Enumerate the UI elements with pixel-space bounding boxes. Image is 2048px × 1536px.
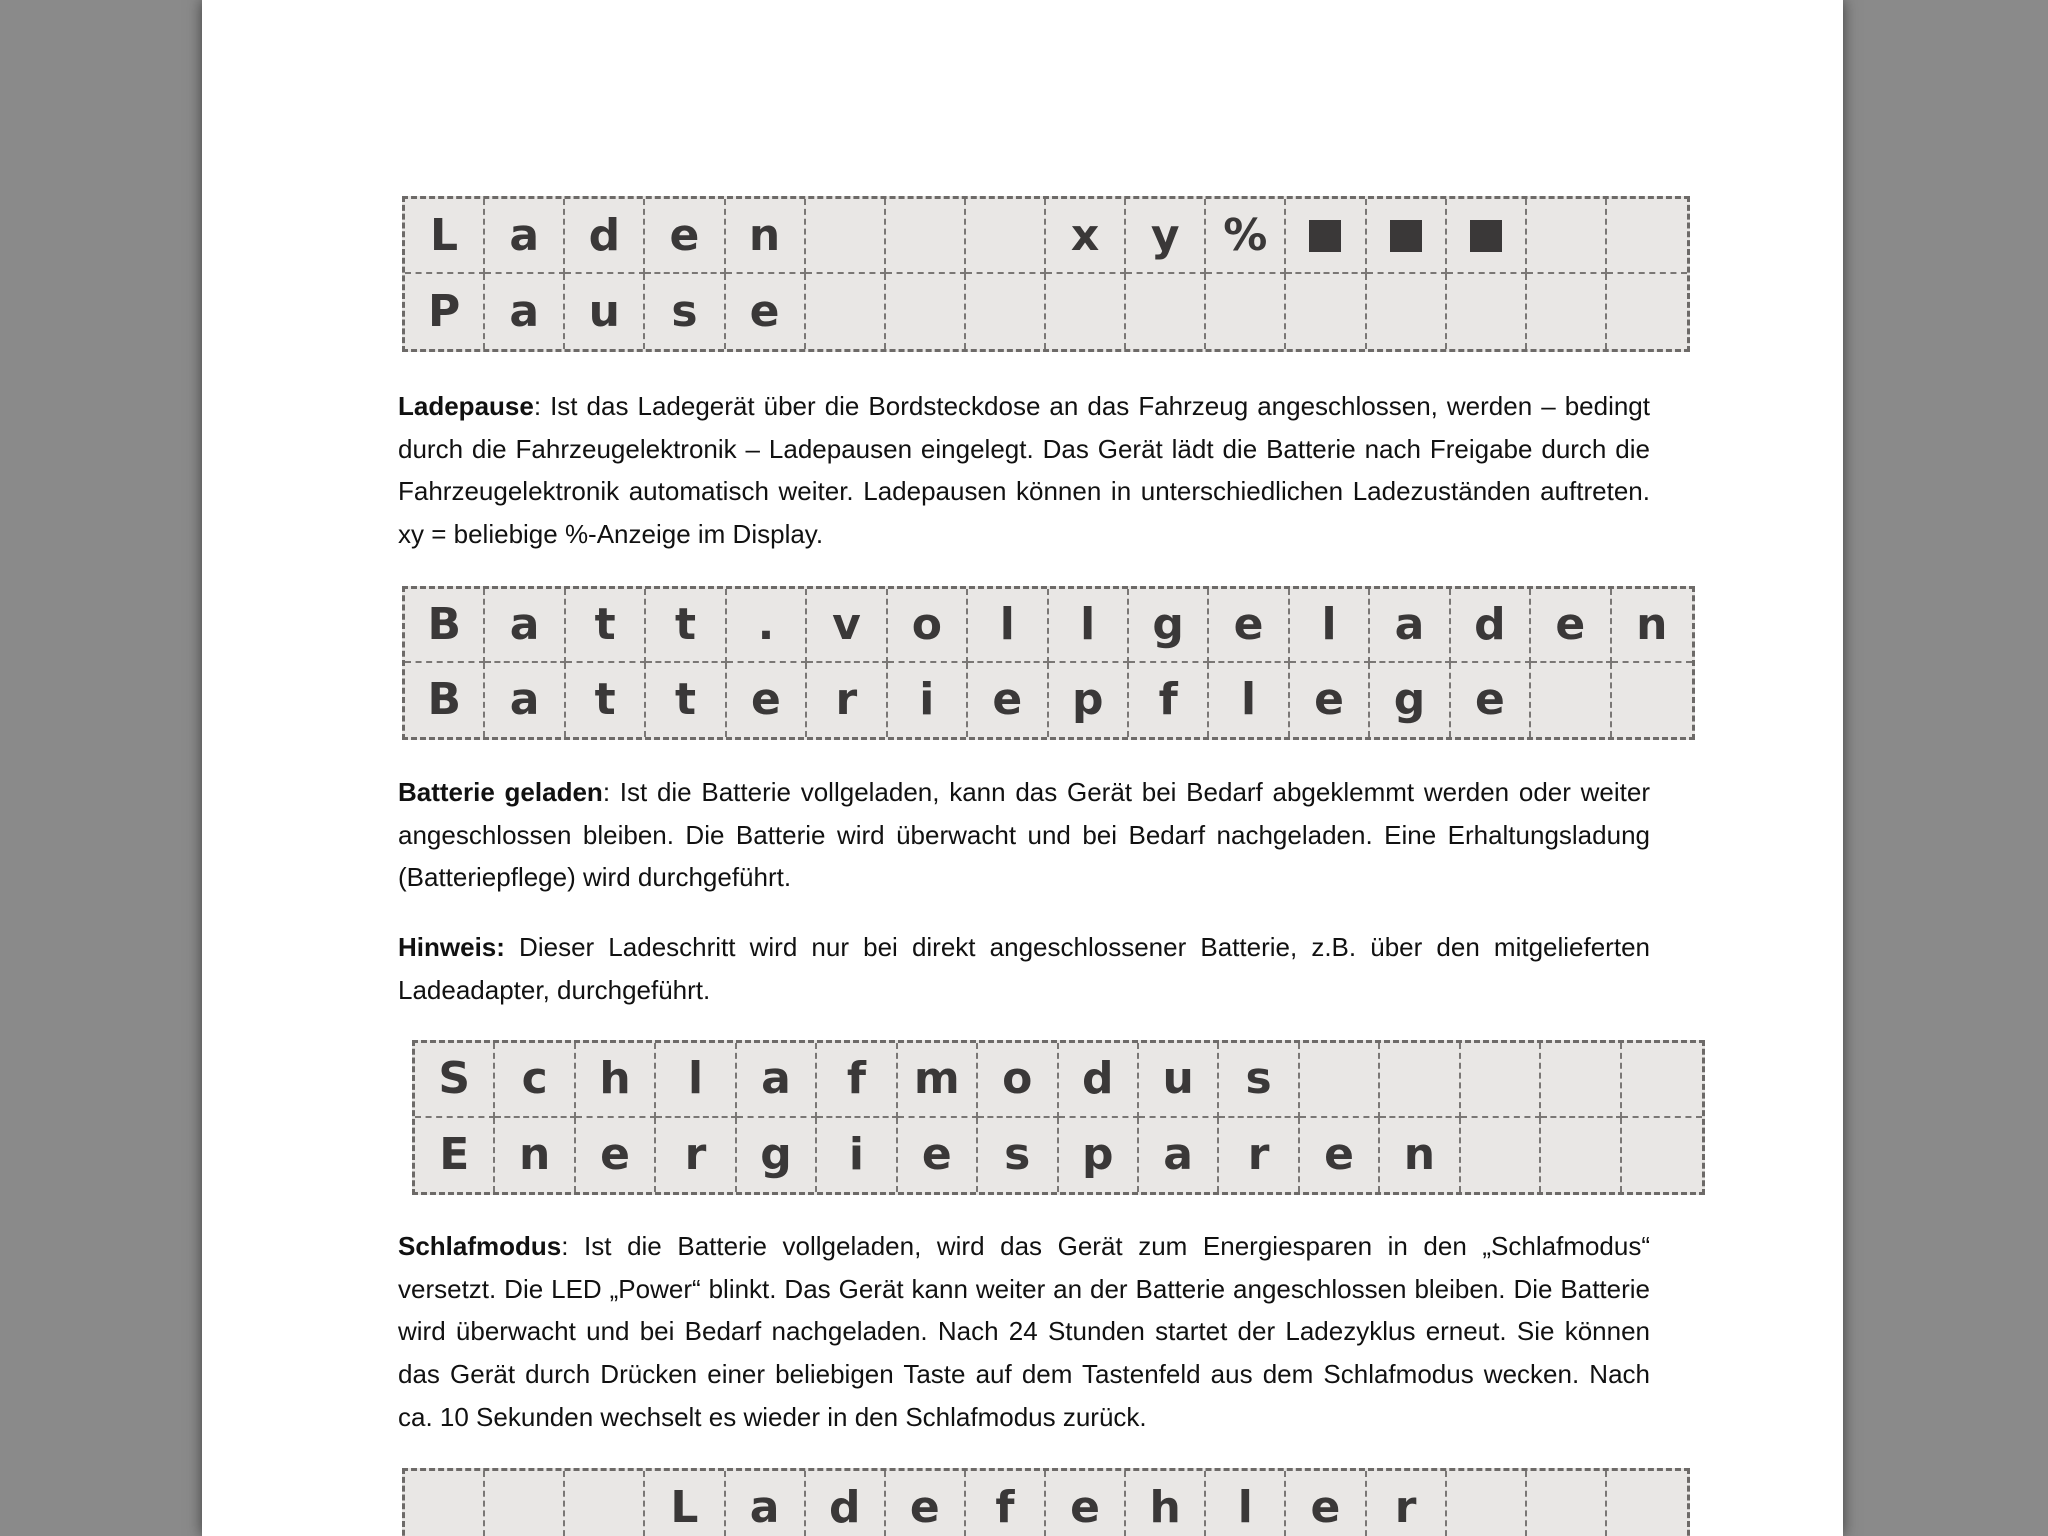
- lcd-cell: [966, 199, 1046, 274]
- lcd-cell: [1607, 199, 1687, 274]
- lcd-cell: a: [737, 1043, 817, 1118]
- lcd-cell: L: [405, 199, 485, 274]
- lcd-progress-block: [1286, 199, 1366, 274]
- lcd-cell: a: [1370, 589, 1450, 663]
- term-ladepause: Ladepause: [398, 391, 534, 421]
- lcd-cell: m: [898, 1043, 978, 1118]
- lcd-display-batt-vollgeladen: [402, 586, 1695, 740]
- lcd-cell: E: [415, 1118, 495, 1193]
- lcd-cell: y: [1126, 199, 1206, 274]
- lcd-cell: e: [727, 663, 807, 737]
- lcd-cell: d: [1451, 589, 1531, 663]
- lcd-cell: u: [1139, 1043, 1219, 1118]
- lcd-cell: [1461, 1043, 1541, 1118]
- lcd-cell: v: [807, 589, 887, 663]
- lcd-cell: [966, 274, 1046, 349]
- lcd-cell: n: [1380, 1118, 1460, 1193]
- lcd-cell: [1300, 1043, 1380, 1118]
- lcd-cell: c: [495, 1043, 575, 1118]
- text-ladepause: : Ist das Ladegerät über die Bordsteckdose an das Fahrzeug angeschlossen, werden – bedingt durch die Fahrzeugelektronik – Ladepausen eingelegt. Das Gerät lädt die Batterie nach Freigabe durch die Fahrzeugelektronik automatisch weiter. Ladepausen können in unterschiedlichen Ladezuständen auftreten. xy = beliebige %-Anzeige im Display.: [398, 391, 1650, 550]
- lcd-cell: l: [968, 589, 1048, 663]
- text-hinweis: Dieser Ladeschritt wird nur bei direkt angeschlossener Batterie, z.B. über den mitgelieferten Ladeadapter, durchgeführt.: [398, 932, 1650, 1005]
- lcd-cell: [1622, 1118, 1702, 1193]
- lcd-cell: [1380, 1043, 1460, 1118]
- lcd-cell: r: [656, 1118, 736, 1193]
- paragraph-hinweis: [398, 926, 1650, 1011]
- lcd-cell: t: [646, 589, 726, 663]
- lcd-cell: L: [645, 1471, 725, 1536]
- lcd-cell: f: [1129, 663, 1209, 737]
- lcd-cell: e: [576, 1118, 656, 1193]
- lcd-cell: [1541, 1043, 1621, 1118]
- lcd-cell: a: [726, 1471, 806, 1536]
- lcd-cell: e: [1290, 663, 1370, 737]
- lcd-display-ladefehler: [402, 1468, 1690, 1536]
- lcd-cell: a: [485, 199, 565, 274]
- lcd-cell: [1367, 274, 1447, 349]
- lcd-cell: a: [485, 274, 565, 349]
- lcd-cell: [1126, 274, 1206, 349]
- lcd-cell: f: [966, 1471, 1046, 1536]
- term-hinweis: Hinweis:: [398, 932, 505, 962]
- lcd-cell: e: [968, 663, 1048, 737]
- lcd-cell: e: [898, 1118, 978, 1193]
- lcd-cell: l: [1290, 589, 1370, 663]
- lcd-cell: i: [888, 663, 968, 737]
- lcd-cell: n: [726, 199, 806, 274]
- lcd-cell: p: [1059, 1118, 1139, 1193]
- lcd-cell: e: [1046, 1471, 1126, 1536]
- lcd-cell: l: [1206, 1471, 1286, 1536]
- lcd-cell: t: [646, 663, 726, 737]
- lcd-cell: [485, 1471, 565, 1536]
- lcd-cell: e: [1451, 663, 1531, 737]
- lcd-cell: [806, 199, 886, 274]
- lcd-cell: e: [726, 274, 806, 349]
- lcd-cell: [1046, 274, 1126, 349]
- lcd-cell: [1527, 199, 1607, 274]
- text-schlafmodus: : Ist die Batterie vollgeladen, wird das Gerät zum Energiesparen in den „Schlafmodus“ versetzt. Die LED „Power“ blinkt. Das Gerät kann weiter an der Batterie angeschlossen bleiben. Die Batterie wird überwacht und bei Bedarf nachgeladen. Nach 24 Stunden startet der Ladezyklus erneut. Sie können das Gerät durch Drücken einer beliebigen Taste auf dem Tastenfeld aus dem Schlafmodus wecken. Nach ca. 10 Sekunden wechselt es wieder in den Schlafmodus zurück.: [398, 1231, 1650, 1432]
- lcd-cell: n: [1612, 589, 1692, 663]
- lcd-cell: [1622, 1043, 1702, 1118]
- lcd-cell: x: [1046, 199, 1126, 274]
- term-batterie-geladen: Batterie geladen: [398, 777, 603, 807]
- lcd-cell: l: [656, 1043, 736, 1118]
- lcd-cell: [1461, 1118, 1541, 1193]
- lcd-cell: [1447, 274, 1527, 349]
- lcd-cell: r: [1219, 1118, 1299, 1193]
- lcd-cell: [565, 1471, 645, 1536]
- lcd-cell: t: [566, 589, 646, 663]
- lcd-cell: r: [1367, 1471, 1447, 1536]
- lcd-cell: g: [1370, 663, 1450, 737]
- lcd-cell: [1531, 663, 1611, 737]
- lcd-cell: e: [1531, 589, 1611, 663]
- lcd-cell: [1527, 1471, 1607, 1536]
- lcd-cell: i: [817, 1118, 897, 1193]
- lcd-cell: [1286, 274, 1366, 349]
- progress-block-icon: [1470, 220, 1502, 252]
- lcd-cell: d: [806, 1471, 886, 1536]
- lcd-display-schlafmodus: [412, 1040, 1705, 1195]
- lcd-cell: a: [485, 663, 565, 737]
- lcd-cell: r: [807, 663, 887, 737]
- lcd-cell: l: [1209, 663, 1289, 737]
- lcd-cell: B: [405, 663, 485, 737]
- paragraph-batterie-geladen: [398, 771, 1650, 899]
- text-batterie-geladen: : Ist die Batterie vollgeladen, kann das Gerät bei Bedarf abgeklemmt werden oder weiter angeschlossen bleiben. Die Batterie wird überwacht und bei Bedarf nachgeladen. Eine Erhaltungsladung (Batteriepflege) wird durchgeführt.: [398, 777, 1651, 893]
- lcd-cell: d: [1059, 1043, 1139, 1118]
- lcd-cell: .: [727, 589, 807, 663]
- lcd-cell: [1206, 274, 1286, 349]
- lcd-cell: n: [495, 1118, 575, 1193]
- lcd-cell: e: [1300, 1118, 1380, 1193]
- lcd-cell: e: [1286, 1471, 1366, 1536]
- lcd-cell: [405, 1471, 485, 1536]
- lcd-cell: [886, 274, 966, 349]
- lcd-cell: s: [978, 1118, 1058, 1193]
- lcd-cell: s: [1219, 1043, 1299, 1118]
- lcd-cell: [886, 199, 966, 274]
- lcd-cell: o: [978, 1043, 1058, 1118]
- lcd-cell: l: [1049, 589, 1129, 663]
- progress-block-icon: [1390, 220, 1422, 252]
- lcd-cell: u: [565, 274, 645, 349]
- lcd-cell: P: [405, 274, 485, 349]
- lcd-cell: e: [1209, 589, 1289, 663]
- lcd-cell: [1612, 663, 1692, 737]
- lcd-cell: t: [566, 663, 646, 737]
- lcd-cell: [1607, 274, 1687, 349]
- lcd-cell: h: [576, 1043, 656, 1118]
- lcd-cell: p: [1049, 663, 1129, 737]
- lcd-cell: o: [888, 589, 968, 663]
- term-schlafmodus: Schlafmodus: [398, 1231, 562, 1261]
- lcd-cell: g: [737, 1118, 817, 1193]
- paragraph-ladepause: [398, 385, 1650, 556]
- progress-block-icon: [1309, 220, 1341, 252]
- lcd-cell: [1607, 1471, 1687, 1536]
- lcd-display-laden-pause: [402, 196, 1690, 352]
- lcd-cell: S: [415, 1043, 495, 1118]
- lcd-cell: e: [645, 199, 725, 274]
- lcd-cell: f: [817, 1043, 897, 1118]
- lcd-cell: g: [1129, 589, 1209, 663]
- document-page: [202, 0, 1843, 1536]
- lcd-progress-block: [1367, 199, 1447, 274]
- lcd-cell: e: [886, 1471, 966, 1536]
- paragraph-schlafmodus: [398, 1225, 1650, 1439]
- lcd-cell: a: [485, 589, 565, 663]
- lcd-cell: a: [1139, 1118, 1219, 1193]
- lcd-cell: [1527, 274, 1607, 349]
- lcd-cell: [1447, 1471, 1527, 1536]
- lcd-cell: [1541, 1118, 1621, 1193]
- lcd-cell: [806, 274, 886, 349]
- lcd-cell: B: [405, 589, 485, 663]
- lcd-cell: s: [645, 274, 725, 349]
- lcd-cell: %: [1206, 199, 1286, 274]
- lcd-cell: h: [1126, 1471, 1206, 1536]
- lcd-progress-block: [1447, 199, 1527, 274]
- lcd-cell: d: [565, 199, 645, 274]
